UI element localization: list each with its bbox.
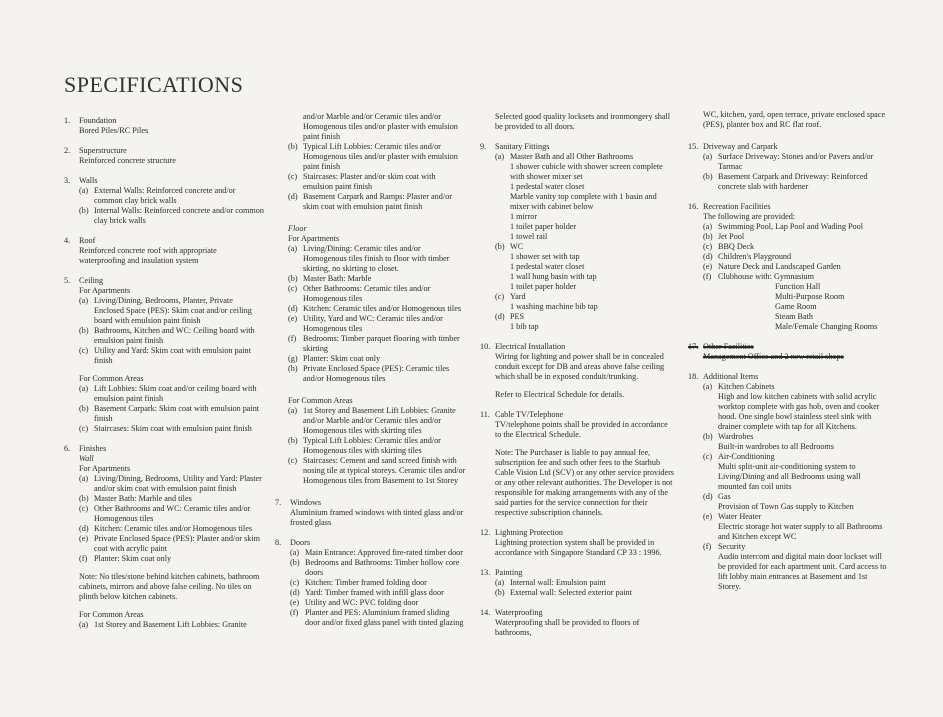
item-text: Built-in wardrobes to all Bedrooms xyxy=(718,442,834,451)
continued-text: and/or Marble and/or Ceramic tiles and/or Homogenous tiles and/or plaster with emulsion paint finish xyxy=(303,112,458,141)
section-title: Foundation xyxy=(79,116,117,125)
subheading: For Apartments xyxy=(79,464,131,473)
list-item: (b) Typical Lift Lobbies: Ceramic tiles and/or Homogenous tiles with skirting tiles xyxy=(288,436,441,455)
section-walls xyxy=(64,176,264,226)
list-item: (d) Kitchen: Ceramic tiles and/or Homogenous tiles xyxy=(288,304,462,313)
list-item: (e) Private Enclosed Space (PES): Plaster and/or skim coat with acrylic paint xyxy=(79,534,260,553)
fitting-line: 1 pedestal water closet xyxy=(510,182,585,191)
list-item: (d) Yard: Timber framed with infill glass door xyxy=(290,588,444,597)
list-item: (a) Swimming Pool, Lap Pool and Wading Pool xyxy=(703,222,863,231)
subheading-wall: Wall xyxy=(79,454,94,463)
list-item: (b) Wardrobes Built-in wardrobes to all Bedrooms xyxy=(703,432,888,452)
list-item: (c) Staircases: Cement and sand screed finish with nosing tile at typical storeys. Ceramic tiles and/or Homogenous tiles from Basement to 1st Storey xyxy=(288,456,466,485)
section-number: 17. xyxy=(688,342,699,351)
list-item: (e) Utility and WC: PVC folding door xyxy=(290,598,419,607)
section-number: 7. xyxy=(275,498,282,507)
list-item: (b) Master Bath: Marble xyxy=(288,274,372,283)
list-item: (b) Basement Carpark: Skim coat with emulsion paint finish xyxy=(79,404,260,423)
club-facility: Male/Female Changing Rooms xyxy=(775,322,878,331)
section-finishes xyxy=(64,444,264,630)
fitting-line: 1 wall hung basin with tap xyxy=(510,272,597,281)
section-waterproofing xyxy=(480,608,675,638)
club-facility: Function Hall xyxy=(775,282,821,291)
section-title: Lightning Protection xyxy=(495,528,563,537)
section-number: 15. xyxy=(688,142,699,151)
fitting-line: 1 mirror xyxy=(510,212,538,221)
section-cable xyxy=(480,410,675,518)
section-other-struck xyxy=(688,342,888,362)
section-text: Bored Piles/RC Piles xyxy=(79,126,149,135)
item-text: High and low kitchen cabinets with solid acrylic worktop complete with gas hob, oven and cooker hood. One single bowl stainless steel sink with drainer complete with tap for all Kitchens. xyxy=(718,392,880,431)
section-windows xyxy=(275,498,466,528)
list-item: (b) Jet Pool xyxy=(703,232,745,241)
section-title: Superstructure xyxy=(79,146,127,155)
list-item: (c) Kitchen: Timber framed folding door xyxy=(290,578,427,587)
list-item: (f) Bedrooms: Timber parquet flooring with timber skirting xyxy=(288,334,460,353)
section-ceiling xyxy=(64,276,264,434)
fitting-line: 1 toilet paper holder xyxy=(510,222,577,231)
section-title: Doors xyxy=(290,538,311,547)
list-item: (a) External Walls: Reinforced concrete and/or common clay brick walls xyxy=(79,186,236,205)
section-driveway xyxy=(688,142,888,192)
subheading: For Apartments xyxy=(288,234,340,243)
section-additional xyxy=(688,372,888,592)
list-item: (c) Air-Conditioning Multi split-unit air-conditioning system to Living/Dining and all Bedrooms using wall mounted fan coil units xyxy=(703,452,888,492)
fitting-line: 1 bib tap xyxy=(510,322,539,331)
section-number: 13. xyxy=(480,568,491,577)
list-item: (c) Other Bathrooms: Ceramic tiles and/or Homogenous tiles xyxy=(288,284,431,303)
section-text: Reinforced concrete roof with appropriate waterproofing and insulation system xyxy=(79,246,217,265)
section-number: 9. xyxy=(480,142,487,151)
list-item: (b) Bathrooms, Kitchen and WC: Ceiling board with emulsion paint finish xyxy=(79,326,255,345)
subheading: For Common Areas xyxy=(79,374,144,383)
fitting-line: Marble vanity top complete with 1 basin and mixer with cabinet below xyxy=(510,192,657,211)
list-item: (a) Main Entrance: Approved fire-rated timber door xyxy=(290,548,464,557)
list-item: (a) Lift Lobbies: Skim coat and/or ceiling board with emulsion paint finish xyxy=(79,384,257,403)
section-number: 4. xyxy=(64,236,71,245)
column-3 xyxy=(480,112,675,648)
page-title: SPECIFICATIONS xyxy=(64,72,244,97)
list-item: (e) Water Heater Electric storage hot water supply to all Bathrooms and Kitchen except WC xyxy=(703,512,888,542)
list-item: (c) Staircases: Plaster and/or skim coat with emulsion paint finish xyxy=(288,172,436,191)
section-title: Walls xyxy=(79,176,98,185)
item-text: Audio intercom and digital main door lockset will be provided for each apartment unit. Card access to lift lobby main entrances at Basement and 1st Storey. xyxy=(718,552,887,591)
section-number: 6. xyxy=(64,444,71,453)
list-item: (f) Clubhouse with: Gymnasium xyxy=(703,272,814,281)
club-facility: Game Room xyxy=(775,302,817,311)
list-item: (a) Internal wall: Emulsion paint xyxy=(495,578,606,587)
fitting-line: 1 pedestal water closet xyxy=(510,262,585,271)
list-item: (b) Bedrooms and Bathrooms: Timber hollow core doors xyxy=(290,558,460,577)
list-item: (a) Living/Dining: Ceramic tiles and/or Homogenous tiles finish to floor with timber skirting, no skirting to closet. xyxy=(288,244,450,273)
list-item: (b) Internal Walls: Reinforced concrete and/or common clay brick walls xyxy=(79,206,264,225)
section-number: 12. xyxy=(480,528,491,537)
section-title: Driveway and Carpark xyxy=(703,142,778,151)
section-doors xyxy=(275,538,466,628)
list-item: (f) Planter: Skim coat only xyxy=(79,554,172,563)
section-text: Waterproofing shall be provided to floors of bathrooms, xyxy=(495,618,640,637)
list-item: (d) Children's Playground xyxy=(703,252,792,261)
fitting-line: 1 toilet paper holder xyxy=(510,282,577,291)
list-item: (f) Planter and PES: Aluminium framed sliding door and/or fixed glass panel with tinted glazing xyxy=(290,608,464,627)
column-1 xyxy=(64,116,264,640)
section-text: Management Office and 2 new retail shops xyxy=(703,352,844,361)
continued-text: WC, kitchen, yard, open terrace, private enclosed space (PES), planter box and RC flat roof. xyxy=(703,110,886,129)
section-number: 14. xyxy=(480,608,491,617)
list-item: (c) Other Bathrooms and WC: Ceramic tiles and/or Homogenous tiles xyxy=(79,504,251,523)
section-number: 18. xyxy=(688,372,699,381)
continued-text: Selected good quality locksets and ironmongery shall be provided to all doors. xyxy=(495,112,671,131)
item-heading: Security xyxy=(718,542,746,551)
section-title: Waterproofing xyxy=(495,608,543,617)
list-item: (d) Kitchen: Ceramic tiles and/or Homogenous tiles xyxy=(79,524,253,533)
section-roof xyxy=(64,236,264,266)
list-item: (c) Staircases: Skim coat with emulsion paint finish xyxy=(79,424,252,433)
section-text: Refer to Electrical Schedule for details. xyxy=(495,390,625,399)
list-item: (b) External wall: Selected exterior paint xyxy=(495,588,632,597)
subheading: For Apartments xyxy=(79,286,131,295)
item-heading: Air-Conditioning xyxy=(718,452,775,461)
section-superstructure xyxy=(64,146,264,166)
section-text: Aluminium framed windows with tinted glass and/or frosted glass xyxy=(290,508,464,527)
fitting-line: 1 shower set with tap xyxy=(510,252,580,261)
section-sanitary xyxy=(480,142,675,332)
item-heading: Wardrobes xyxy=(718,432,754,441)
list-item: (a) 1st Storey and Basement Lift Lobbies: Granite xyxy=(79,620,247,629)
list-item: (a) Master Bath and all Other Bathrooms xyxy=(495,152,634,161)
section-title: Roof xyxy=(79,236,96,245)
section-lightning xyxy=(480,528,675,558)
section-text: Reinforced concrete structure xyxy=(79,156,176,165)
list-item: (a) Kitchen Cabinets High and low kitchen cabinets with solid acrylic worktop complete with gas hob, oven and cooker hood. One single bowl stainless steel sink with drainer complete with tap for all Kitchens. xyxy=(703,382,888,432)
list-item: (c) BBQ Deck xyxy=(703,242,755,251)
fitting-line: 1 washing machine bib tap xyxy=(510,302,598,311)
section-title: Recreation Facilities xyxy=(703,202,771,211)
list-item: (b) Basement Carpark and Driveway: Reinforced concrete slab with hardener xyxy=(703,172,868,191)
list-item: (e) Nature Deck and Landscaped Garden xyxy=(703,262,841,271)
section-electrical xyxy=(480,342,675,400)
list-item: (f) Security Audio intercom and digital main door lockset will be provided for each apartment unit. Card access to lift lobby main entrances at Basement and 1st Storey. xyxy=(703,542,887,591)
section-painting xyxy=(480,568,675,598)
list-item: (a) Living/Dining, Bedrooms, Utility and Yard: Plaster and/or skim coat with emulsion paint finish xyxy=(79,474,262,493)
section-number: 10. xyxy=(480,342,491,351)
list-item: (d) Gas Provision of Town Gas supply to Kitchen xyxy=(703,492,888,512)
section-title: Sanitary Fittings xyxy=(495,142,550,151)
section-number: 3. xyxy=(64,176,71,185)
club-facility: Multi-Purpose Room xyxy=(775,292,845,301)
list-item: (d) Basement Carpark and Ramps: Plaster and/or skim coat with emulsion paint finish xyxy=(288,192,452,211)
section-number: 2. xyxy=(64,146,71,155)
fitting-line: 1 towel rail xyxy=(510,232,548,241)
section-foundation xyxy=(64,116,264,136)
finishes-note: Note: No tiles/stone behind kitchen cabinets, bathroom cabinets, mirrors and above false ceiling. No tiles on plinth below kitchen cabinets. xyxy=(79,572,260,601)
list-item: (g) Planter: Skim coat only xyxy=(288,354,381,363)
item-text: Multi split-unit air-conditioning system to Living/Dining and all Bedrooms using wall mounted fan coil units xyxy=(718,462,861,491)
item-heading: Kitchen Cabinets xyxy=(718,382,775,391)
section-title: Painting xyxy=(495,568,523,577)
subheading-floor: Floor xyxy=(288,224,307,233)
club-facility: Steam Bath xyxy=(775,312,813,321)
section-title: Other Facilities xyxy=(703,342,754,351)
item-heading: Water Heater xyxy=(718,512,762,521)
column-2 xyxy=(275,112,466,638)
section-number: 8. xyxy=(275,538,282,547)
list-item: (c) Utility and Yard: Skim coat with emulsion paint finish xyxy=(79,346,251,365)
list-item: (b) Master Bath: Marble and tiles xyxy=(79,494,192,503)
fitting-line: 1 shower cubicle with shower screen complete with shower mixer set xyxy=(510,162,663,181)
list-item: (c) Yard xyxy=(495,292,526,301)
section-text: Lightning protection system shall be provided in accordance with Singapore Standard CP 33 : 1996. xyxy=(495,538,662,557)
section-title: Finishes xyxy=(79,444,107,453)
subheading: For Common Areas xyxy=(79,610,144,619)
section-title: Cable TV/Telephone xyxy=(495,410,564,419)
list-item: (a) Living/Dining, Bedrooms, Planter, Private Enclosed Space (PES): Skim coat and/or ceiling board with emulsion paint finish xyxy=(79,296,252,325)
list-item: (e) Utility, Yard and WC: Ceramic tiles and/or Homogenous tiles xyxy=(288,314,443,333)
item-heading: Gas xyxy=(718,492,731,501)
list-item: (a) Surface Driveway: Stones and/or Pavers and/or Tarmac xyxy=(703,152,874,171)
section-title: Ceiling xyxy=(79,276,104,285)
section-number: 11. xyxy=(480,410,490,419)
section-title: Electrical Installation xyxy=(495,342,566,351)
section-title: Windows xyxy=(290,498,322,507)
section-number: 1. xyxy=(64,116,71,125)
section-text: Wiring for lighting and power shall be in concealed conduit except for DB and areas above false ceiling which shall be in exposed conduit/trunking. xyxy=(495,352,665,381)
section-title: Additional Items xyxy=(703,372,759,381)
cable-note: Note: The Purchaser is liable to pay annual fee, subscription fee and such other fees to the Starhub Cable Vision Ltd (SCV) or any other service providers or any other relevant authorities. The Developer is not responsible for making arrangements with any of the said parties for the service connection for their respective subscription channels. xyxy=(495,448,674,517)
column-4 xyxy=(688,110,888,602)
list-item: (d) PES xyxy=(495,312,525,321)
section-intro: The following are provided: xyxy=(703,212,796,221)
list-item: (a) 1st Storey and Basement Lift Lobbies: Granite and/or Marble and/or Ceramic tiles and/or Homogenous tiles with skirting tiles xyxy=(288,406,456,435)
list-item: (b) WC xyxy=(495,242,524,251)
section-text: TV/telephone points shall be provided in accordance to the Electrical Schedule. xyxy=(495,420,668,439)
list-item: (b) Typical Lift Lobbies: Ceramic tiles and/or Homogenous tiles and/or plaster with emulsion paint finish xyxy=(288,142,458,171)
item-text: Provision of Town Gas supply to Kitchen xyxy=(718,502,854,511)
subheading: For Common Areas xyxy=(288,396,353,405)
section-number: 5. xyxy=(64,276,71,285)
list-item: (h) Private Enclosed Space (PES): Ceramic tiles and/or Homogenous tiles xyxy=(288,364,450,383)
item-text: Electric storage hot water supply to all Bathrooms and Kitchen except WC xyxy=(718,522,883,541)
section-recreation xyxy=(688,202,888,332)
section-number: 16. xyxy=(688,202,699,211)
